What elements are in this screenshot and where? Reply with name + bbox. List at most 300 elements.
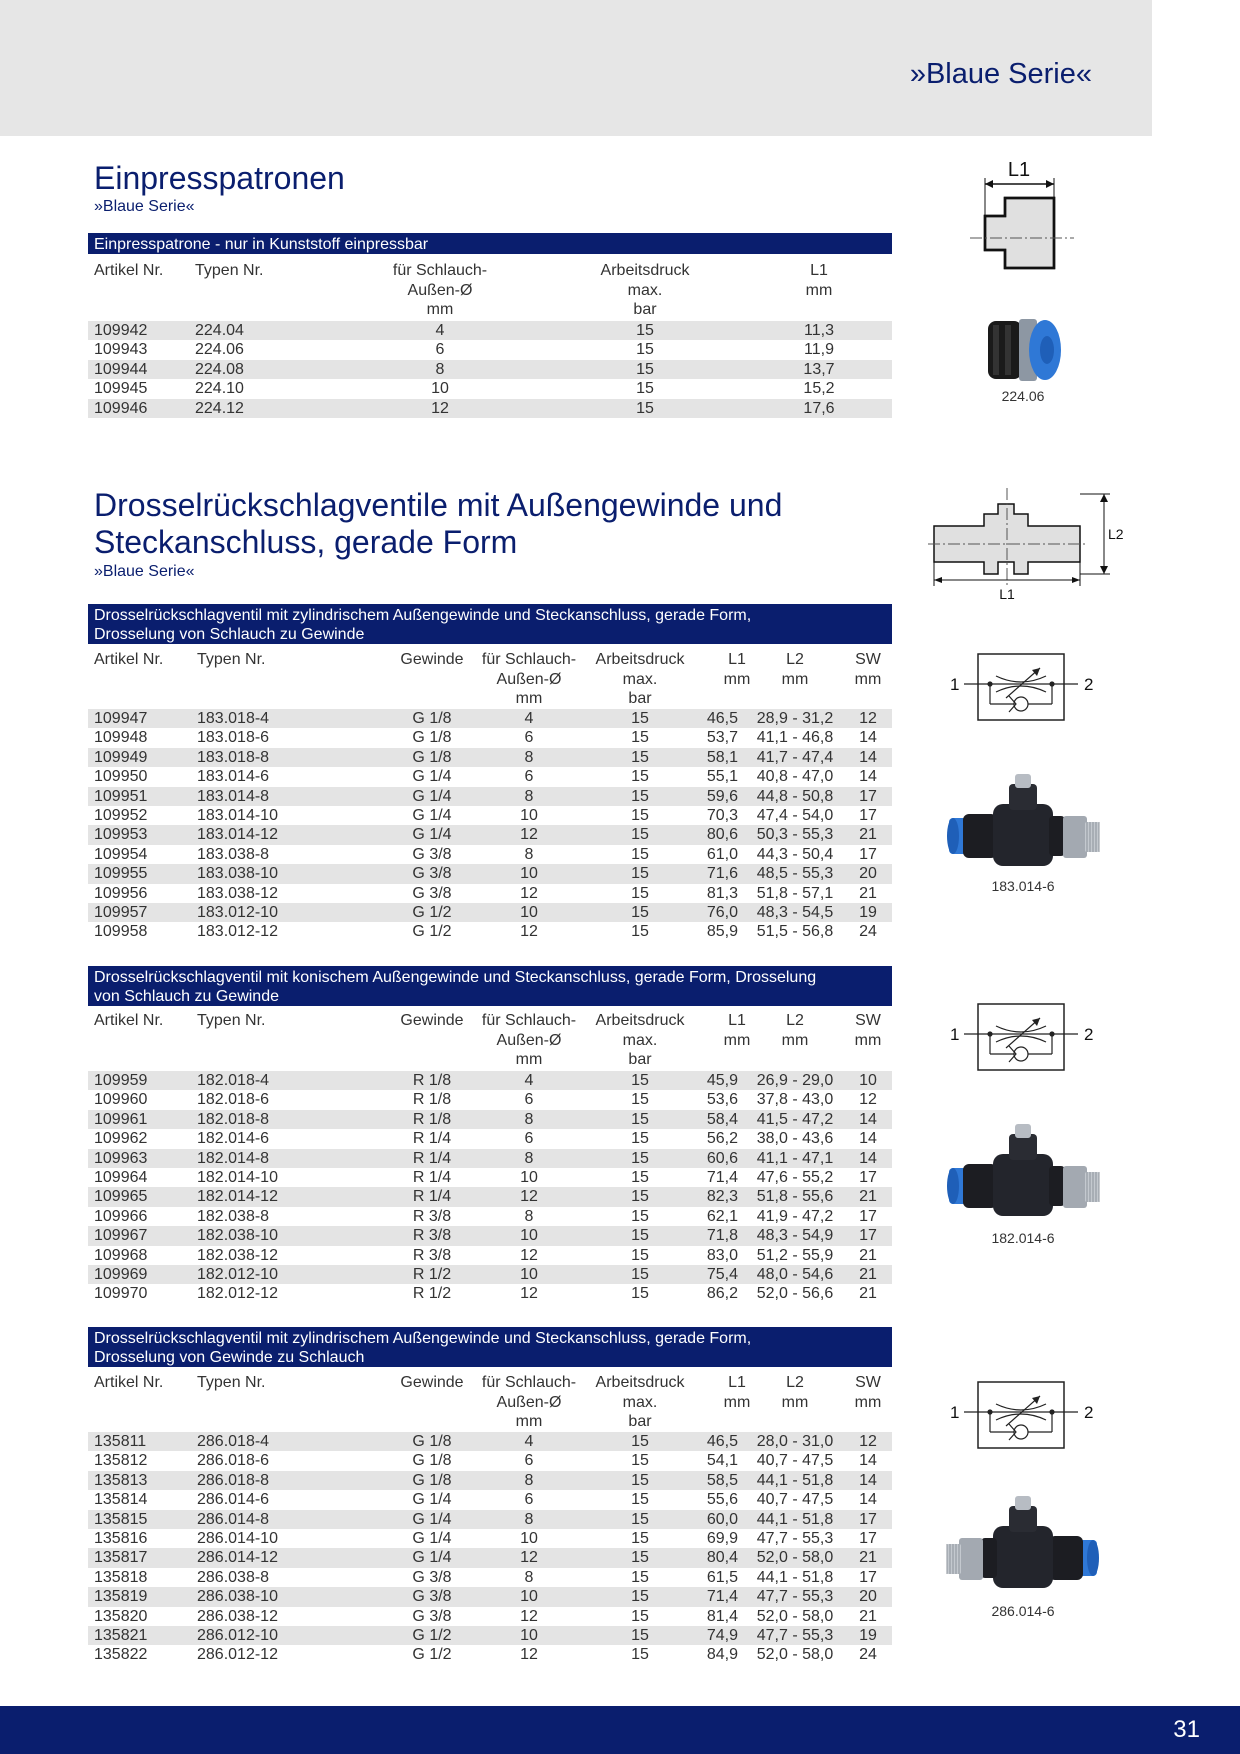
- cell-schlauch-aussen-d: 10: [520, 1168, 538, 1186]
- cell-sw: 20: [859, 865, 877, 883]
- col-header-arbeitsdruck: Arbeitsdruck max. bar: [595, 651, 685, 708]
- cell-l2: 52,0 - 58,0: [756, 1549, 834, 1567]
- cell-l2: 51,5 - 56,8: [756, 923, 834, 941]
- cell-l1: 69,9: [706, 1529, 738, 1547]
- cell-l1: 70,3: [706, 806, 738, 824]
- cartridge-photo: [985, 315, 1065, 385]
- col-header-artikel-nr: Artikel Nr.: [94, 1012, 164, 1029]
- cell-l2: 52,0 - 56,6: [756, 1285, 834, 1303]
- table4-banner-line1: Drosselrückschlagventil mit zylindrischem Außengewinde und Steckanschluss, gerade Form,: [94, 1330, 752, 1347]
- port-1-label: 1: [950, 1403, 960, 1422]
- cell-artikel-nr: 109966: [94, 1207, 148, 1225]
- cell-gewinde: R 1/8: [412, 1110, 452, 1128]
- cell-sw: 17: [859, 1510, 877, 1528]
- cell-gewinde: G 1/8: [412, 710, 452, 727]
- table-row: [88, 748, 892, 767]
- table3-banner-line1: Drosselrückschlagventil mit konischem Außengewinde und Steckanschluss, gerade Form, Drosselung: [94, 969, 817, 986]
- cell-l2: 47,4 - 54,0: [756, 806, 834, 824]
- cartridge-photo-caption: 224.06: [1001, 388, 1045, 404]
- col-header-l2: L2 mm: [781, 1374, 809, 1411]
- cell-artikel-nr: 109959: [94, 1072, 148, 1089]
- cell-typen-nr: 182.012-12: [197, 1285, 278, 1303]
- cell-schlauch-aussen-d: 8: [524, 845, 534, 863]
- table4: [88, 1432, 892, 1665]
- col-header-l1: L1 mm: [723, 1012, 751, 1049]
- cell-typen-nr: 183.014-10: [197, 806, 278, 824]
- cell-artikel-nr: 135819: [94, 1588, 148, 1606]
- col-header-arbeitsdruck: Arbeitsdruck max. bar: [595, 1012, 685, 1069]
- cell-gewinde: G 1/8: [412, 729, 452, 747]
- cell-artikel-nr: 109951: [94, 787, 148, 805]
- cell-typen-nr: 286.038-10: [197, 1588, 278, 1606]
- cell-gewinde: G 1/4: [412, 1529, 452, 1547]
- cell-artikel-nr: 109969: [94, 1265, 148, 1283]
- table3-banner: [88, 966, 892, 1006]
- col-header-typen-nr: Typen Nr.: [197, 1374, 266, 1391]
- cell-l1: 75,4: [706, 1265, 738, 1283]
- cell-gewinde: G 3/8: [412, 1588, 452, 1606]
- cell-gewinde: R 1/4: [412, 1149, 452, 1167]
- cell-sw: 19: [859, 903, 877, 921]
- cell-typen-nr: 183.038-10: [197, 865, 278, 883]
- cell-sw: 17: [859, 1168, 877, 1186]
- cell-arbeitsdruck: 15: [631, 787, 649, 805]
- cell-arbeitsdruck: 15: [631, 806, 649, 824]
- table-row: [88, 1246, 892, 1265]
- cell-typen-nr: 182.038-10: [197, 1227, 278, 1245]
- cell-schlauch-aussen-d: 10: [520, 1529, 538, 1547]
- cell-l1: 71,4: [706, 1168, 738, 1186]
- cell-arbeitsdruck: 15: [636, 341, 654, 359]
- cell-schlauch-aussen-d: 8: [435, 360, 445, 378]
- cell-l1: 45,9: [706, 1072, 738, 1089]
- l1-dimension-label: L1: [1007, 159, 1031, 181]
- col-header-l1: L1 mm: [723, 1374, 751, 1411]
- cell-l1: 85,9: [706, 923, 738, 941]
- cell-sw: 21: [859, 1246, 877, 1264]
- cell-arbeitsdruck: 15: [631, 1227, 649, 1245]
- cell-l1: 58,1: [706, 748, 738, 766]
- cell-artikel-nr: 109944: [94, 360, 148, 378]
- cell-artikel-nr: 109961: [94, 1110, 148, 1128]
- cell-l2: 37,8 - 43,0: [756, 1091, 834, 1109]
- cell-sw: 12: [859, 1091, 877, 1109]
- cell-l1: 80,6: [706, 826, 738, 844]
- cell-schlauch-aussen-d: 10: [520, 903, 538, 921]
- cell-sw: 17: [859, 806, 877, 824]
- cell-sw: 14: [859, 768, 877, 786]
- cell-gewinde: R 1/8: [412, 1072, 452, 1089]
- cell-l1: 46,5: [706, 710, 738, 727]
- cell-l1: 82,3: [706, 1188, 738, 1206]
- table2: [88, 709, 892, 942]
- cell-artikel-nr: 109965: [94, 1188, 148, 1206]
- series-label: »Blaue Serie«: [909, 58, 1092, 90]
- cell-l2: 47,7 - 55,3: [756, 1529, 834, 1547]
- cell-l1: 80,4: [706, 1549, 738, 1567]
- cell-schlauch-aussen-d: 12: [520, 1188, 538, 1206]
- cell-artikel-nr: 109950: [94, 768, 148, 786]
- cell-schlauch-aussen-d: 12: [520, 826, 538, 844]
- cell-artikel-nr: 135822: [94, 1646, 148, 1664]
- cell-gewinde: G 1/4: [412, 768, 452, 786]
- cell-arbeitsdruck: 15: [636, 380, 654, 398]
- table3-banner-line2: von Schlauch zu Gewinde: [94, 988, 279, 1005]
- cell-sw: 19: [859, 1626, 877, 1644]
- cell-arbeitsdruck: 15: [636, 322, 654, 339]
- table-row: [88, 1129, 892, 1148]
- table-row: [88, 787, 892, 806]
- valve-body: [1049, 816, 1065, 856]
- col-header-l1: L1 mm: [723, 651, 751, 688]
- cell-artikel-nr: 109946: [94, 399, 148, 417]
- valve-body: [963, 814, 997, 858]
- hex-nut: [1063, 1166, 1087, 1208]
- cell-arbeitsdruck: 15: [631, 1549, 649, 1567]
- cell-typen-nr: 182.038-8: [197, 1207, 270, 1225]
- cell-sw: 17: [859, 845, 877, 863]
- cell-typen-nr: 182.018-8: [197, 1110, 270, 1128]
- col-header-typen-nr: Typen Nr.: [195, 262, 264, 279]
- col-header-artikel-nr: Artikel Nr.: [94, 1374, 164, 1391]
- cell-sw: 14: [859, 1471, 877, 1489]
- cell-artikel-nr: 109954: [94, 845, 148, 863]
- cell-schlauch-aussen-d: 10: [520, 1227, 538, 1245]
- cell-arbeitsdruck: 15: [631, 729, 649, 747]
- cell-arbeitsdruck: 15: [631, 1072, 649, 1089]
- cell-gewinde: G 1/4: [412, 826, 452, 844]
- cell-schlauch-aussen-d: 8: [524, 748, 534, 766]
- table4-header: [88, 1373, 892, 1431]
- cell-l2: 47,6 - 55,2: [756, 1168, 834, 1186]
- table-row: [88, 1432, 892, 1451]
- port-2-label: 2: [1084, 675, 1094, 694]
- cell-l2: 51,2 - 55,9: [756, 1246, 834, 1264]
- port-2-label: 2: [1084, 1403, 1094, 1422]
- table-row: [88, 1168, 892, 1187]
- cell-l1: 86,2: [706, 1285, 738, 1303]
- cell-l2: 28,9 - 31,2: [756, 710, 834, 727]
- cell-arbeitsdruck: 15: [631, 710, 649, 727]
- valve-body-group: [947, 1496, 1099, 1588]
- cell-artikel-nr: 135821: [94, 1626, 148, 1644]
- table3: [88, 1071, 892, 1304]
- cell-arbeitsdruck: 15: [631, 1130, 649, 1148]
- cell-l2: 44,1 - 51,8: [756, 1471, 834, 1489]
- cell-l1: 61,0: [706, 845, 738, 863]
- cell-arbeitsdruck: 15: [631, 884, 649, 902]
- cell-typen-nr: 224.12: [195, 399, 244, 417]
- cell-l1: 81,3: [706, 884, 738, 902]
- cell-typen-nr: 286.018-6: [197, 1452, 270, 1470]
- cell-schlauch-aussen-d: 6: [435, 341, 445, 359]
- cell-typen-nr: 182.014-10: [197, 1168, 278, 1186]
- cell-gewinde: G 3/8: [412, 845, 452, 863]
- cell-sw: 14: [859, 748, 877, 766]
- cell-arbeitsdruck: 15: [631, 923, 649, 941]
- cell-sw: 21: [859, 1549, 877, 1567]
- cell-typen-nr: 286.014-10: [197, 1529, 278, 1547]
- cell-typen-nr: 183.018-8: [197, 748, 270, 766]
- cell-typen-nr: 286.018-4: [197, 1433, 270, 1450]
- col-header-l1: L1 mm: [805, 262, 833, 299]
- cell-sw: 12: [859, 710, 877, 727]
- table-row: [88, 1490, 892, 1509]
- cell-typen-nr: 182.038-12: [197, 1246, 278, 1264]
- table-row: [88, 806, 892, 825]
- cell-typen-nr: 286.014-8: [197, 1510, 270, 1528]
- cell-typen-nr: 224.06: [195, 341, 244, 359]
- table-row: [88, 1529, 892, 1548]
- cell-arbeitsdruck: 15: [631, 1110, 649, 1128]
- cell-sw: 24: [859, 1646, 877, 1664]
- cell-l2: 52,0 - 58,0: [756, 1646, 834, 1664]
- valve-body: [993, 1154, 1053, 1216]
- cell-sw: 21: [859, 1188, 877, 1206]
- cell-artikel-nr: 109947: [94, 710, 148, 727]
- cell-schlauch-aussen-d: 6: [524, 1491, 534, 1509]
- table-row: [88, 922, 892, 941]
- valve-body: [1049, 1536, 1083, 1580]
- table2-banner-line2: Drosselung von Schlauch zu Gewinde: [94, 626, 365, 643]
- cell-schlauch-aussen-d: 6: [524, 1452, 534, 1470]
- cell-sw: 17: [859, 1227, 877, 1245]
- table-row: [88, 321, 892, 340]
- cell-l1: 53,7: [706, 729, 738, 747]
- cell-sw: 10: [859, 1072, 877, 1089]
- cell-sw: 14: [859, 1491, 877, 1509]
- cell-artikel-nr: 135811: [94, 1433, 147, 1450]
- cell-schlauch-aussen-d: 12: [520, 884, 538, 902]
- table-row: [88, 1284, 892, 1303]
- table-row: [88, 728, 892, 747]
- col-header-schlauch-aussen-d: für Schlauch- Außen-Ø mm: [392, 262, 488, 319]
- table4-banner: [88, 1327, 892, 1367]
- cell-typen-nr: 286.038-12: [197, 1607, 278, 1625]
- table-row: [88, 1187, 892, 1206]
- cell-arbeitsdruck: 15: [631, 1265, 649, 1283]
- cell-l2: 51,8 - 55,6: [756, 1188, 834, 1206]
- throttle-check-valve-symbol: [948, 650, 1098, 726]
- cell-l1: 60,6: [706, 1149, 738, 1167]
- cell-gewinde: G 1/4: [412, 1549, 452, 1567]
- cell-arbeitsdruck: 15: [631, 903, 649, 921]
- cell-l2: 51,8 - 57,1: [756, 884, 834, 902]
- cell-typen-nr: 183.014-8: [197, 787, 270, 805]
- cell-l2: 38,0 - 43,6: [756, 1130, 834, 1148]
- cell-arbeitsdruck: 15: [631, 1607, 649, 1625]
- cell-sw: 14: [859, 729, 877, 747]
- cell-arbeitsdruck: 15: [631, 1285, 649, 1303]
- cell-l2: 41,1 - 46,8: [756, 729, 834, 747]
- section2-subtitle: »Blaue Serie«: [94, 563, 195, 580]
- cell-gewinde: G 1/8: [412, 748, 452, 766]
- cell-schlauch-aussen-d: 4: [524, 1072, 534, 1089]
- cell-typen-nr: 182.014-8: [197, 1149, 270, 1167]
- cell-artikel-nr: 109945: [94, 380, 148, 398]
- table4-banner-line2: Drosselung von Gewinde zu Schlauch: [94, 1349, 365, 1366]
- table-row: [88, 1626, 892, 1645]
- table3-header: [88, 1011, 892, 1069]
- table-row: [88, 1071, 892, 1090]
- cell-schlauch-aussen-d: 8: [524, 787, 534, 805]
- cell-l2: 48,3 - 54,9: [756, 1227, 834, 1245]
- cell-artikel-nr: 109949: [94, 748, 148, 766]
- cell-typen-nr: 183.018-4: [197, 710, 270, 727]
- cell-schlauch-aussen-d: 10: [520, 1626, 538, 1644]
- cell-gewinde: G 3/8: [412, 1607, 452, 1625]
- cell-l1: 55,6: [706, 1491, 738, 1509]
- col-header-sw: SW mm: [854, 651, 882, 688]
- collet-ring: [1087, 1540, 1099, 1576]
- valve-body-group: [947, 1124, 1099, 1216]
- cell-sw: 21: [859, 826, 877, 844]
- cell-arbeitsdruck: 15: [631, 1433, 649, 1450]
- cell-typen-nr: 182.012-10: [197, 1265, 278, 1283]
- cell-l2: 48,0 - 54,6: [756, 1265, 834, 1283]
- cell-l1: 56,2: [706, 1130, 738, 1148]
- cell-l2: 26,9 - 29,0: [756, 1072, 834, 1089]
- cell-sw: 12: [859, 1433, 877, 1450]
- cell-gewinde: G 1/8: [412, 1433, 452, 1450]
- cell-gewinde: G 1/4: [412, 1491, 452, 1509]
- cell-schlauch-aussen-d: 12: [520, 1246, 538, 1264]
- table-row: [88, 1548, 892, 1567]
- cell-schlauch-aussen-d: 10: [520, 1265, 538, 1283]
- cell-gewinde: G 1/4: [412, 806, 452, 824]
- cell-typen-nr: 286.014-12: [197, 1549, 278, 1567]
- cell-sw: 14: [859, 1149, 877, 1167]
- cell-l1: 76,0: [706, 903, 738, 921]
- cell-artikel-nr: 135812: [94, 1452, 148, 1470]
- cell-typen-nr: 224.04: [195, 322, 244, 339]
- valve-body: [993, 804, 1053, 866]
- cell-l1: 46,5: [706, 1433, 738, 1450]
- cell-arbeitsdruck: 15: [631, 1168, 649, 1186]
- throttle-check-valve-symbol: [948, 1378, 1098, 1454]
- col-header-schlauch-aussen-d: für Schlauch- Außen-Ø mm: [481, 651, 577, 708]
- table-row: [88, 884, 892, 903]
- cell-schlauch-aussen-d: 10: [520, 806, 538, 824]
- cell-sw: 17: [859, 1529, 877, 1547]
- cell-sw: 21: [859, 1607, 877, 1625]
- cell-l2: 52,0 - 58,0: [756, 1607, 834, 1625]
- cell-gewinde: G 3/8: [412, 884, 452, 902]
- cell-artikel-nr: 135817: [94, 1549, 148, 1567]
- valve-dimension-drawing: [928, 486, 1128, 606]
- cell-l1: 53,6: [706, 1091, 738, 1109]
- table-row: [88, 1110, 892, 1129]
- table-row: [88, 1607, 892, 1626]
- table-row: [88, 1265, 892, 1284]
- col-header-artikel-nr: Artikel Nr.: [94, 262, 164, 279]
- collet-ring: [947, 818, 959, 854]
- cell-typen-nr: 183.014-6: [197, 768, 270, 786]
- col-header-schlauch-aussen-d: für Schlauch- Außen-Ø mm: [481, 1374, 577, 1431]
- col-header-l2: L2 mm: [781, 651, 809, 688]
- table2-header: [88, 650, 892, 708]
- valve-body-group: [947, 774, 1099, 866]
- cell-l1: 71,4: [706, 1588, 738, 1606]
- cell-sw: 21: [859, 1285, 877, 1303]
- cell-artikel-nr: 135815: [94, 1510, 148, 1528]
- cell-gewinde: G 1/8: [412, 1471, 452, 1489]
- cell-l1: 17,6: [803, 399, 835, 417]
- cell-typen-nr: 182.014-12: [197, 1188, 278, 1206]
- cell-l1: 55,1: [706, 768, 738, 786]
- cell-sw: 14: [859, 1130, 877, 1148]
- cell-arbeitsdruck: 15: [631, 1452, 649, 1470]
- cell-artikel-nr: 109964: [94, 1168, 148, 1186]
- valve-body: [993, 1526, 1053, 1588]
- table-row: [88, 903, 892, 922]
- cell-l2: 41,1 - 47,1: [756, 1149, 834, 1167]
- cell-arbeitsdruck: 15: [631, 1471, 649, 1489]
- cell-arbeitsdruck: 15: [631, 768, 649, 786]
- l1-dimension-label: L1: [999, 586, 1015, 602]
- port-1-label: 1: [950, 1025, 960, 1044]
- col-header-schlauch-aussen-d: für Schlauch- Außen-Ø mm: [481, 1012, 577, 1069]
- table-row: [88, 1645, 892, 1664]
- cell-arbeitsdruck: 15: [631, 748, 649, 766]
- valve-body: [981, 1538, 997, 1578]
- cell-artikel-nr: 135814: [94, 1491, 148, 1509]
- cell-sw: 21: [859, 1265, 877, 1283]
- cell-l1: 84,9: [706, 1646, 738, 1664]
- section1-title: Einpresspatronen: [94, 160, 345, 196]
- cell-schlauch-aussen-d: 6: [524, 1130, 534, 1148]
- cell-schlauch-aussen-d: 8: [524, 1110, 534, 1128]
- cell-arbeitsdruck: 15: [631, 1188, 649, 1206]
- cell-arbeitsdruck: 15: [631, 1246, 649, 1264]
- cell-l2: 44,1 - 51,8: [756, 1568, 834, 1586]
- cell-gewinde: R 3/8: [412, 1207, 452, 1225]
- cell-typen-nr: 224.10: [195, 380, 244, 398]
- cell-gewinde: R 1/2: [412, 1285, 452, 1303]
- cell-schlauch-aussen-d: 6: [524, 768, 534, 786]
- table2-banner: [88, 604, 892, 644]
- throttle-check-valve-symbol: [948, 1000, 1098, 1076]
- cell-l2: 48,5 - 55,3: [756, 865, 834, 883]
- cell-gewinde: G 1/4: [412, 1510, 452, 1528]
- page-header: [0, 0, 1152, 136]
- page-number: 31: [1173, 1716, 1200, 1743]
- table-row: [88, 767, 892, 786]
- cell-arbeitsdruck: 15: [636, 360, 654, 378]
- cell-schlauch-aussen-d: 4: [524, 710, 534, 727]
- cell-sw: 14: [859, 1110, 877, 1128]
- col-header-sw: SW mm: [854, 1012, 882, 1049]
- cell-schlauch-aussen-d: 12: [520, 1285, 538, 1303]
- cell-schlauch-aussen-d: 4: [435, 322, 445, 339]
- cell-typen-nr: 183.038-12: [197, 884, 278, 902]
- cell-gewinde: R 1/8: [412, 1091, 452, 1109]
- cell-schlauch-aussen-d: 4: [524, 1433, 534, 1450]
- cell-schlauch-aussen-d: 12: [520, 1646, 538, 1664]
- cell-l2: 28,0 - 31,0: [756, 1433, 834, 1450]
- cell-gewinde: G 3/8: [412, 865, 452, 883]
- cell-sw: 17: [859, 1207, 877, 1225]
- cell-l2: 47,7 - 55,3: [756, 1588, 834, 1606]
- valve-photo-183: [945, 770, 1101, 880]
- cell-gewinde: R 1/2: [412, 1265, 452, 1283]
- cell-l2: 47,7 - 55,3: [756, 1626, 834, 1644]
- cell-gewinde: G 1/2: [412, 903, 452, 921]
- cell-gewinde: G 1/2: [412, 1626, 452, 1644]
- cell-artikel-nr: 109955: [94, 865, 148, 883]
- cell-l2: 44,3 - 50,4: [756, 845, 834, 863]
- cell-arbeitsdruck: 15: [631, 1491, 649, 1509]
